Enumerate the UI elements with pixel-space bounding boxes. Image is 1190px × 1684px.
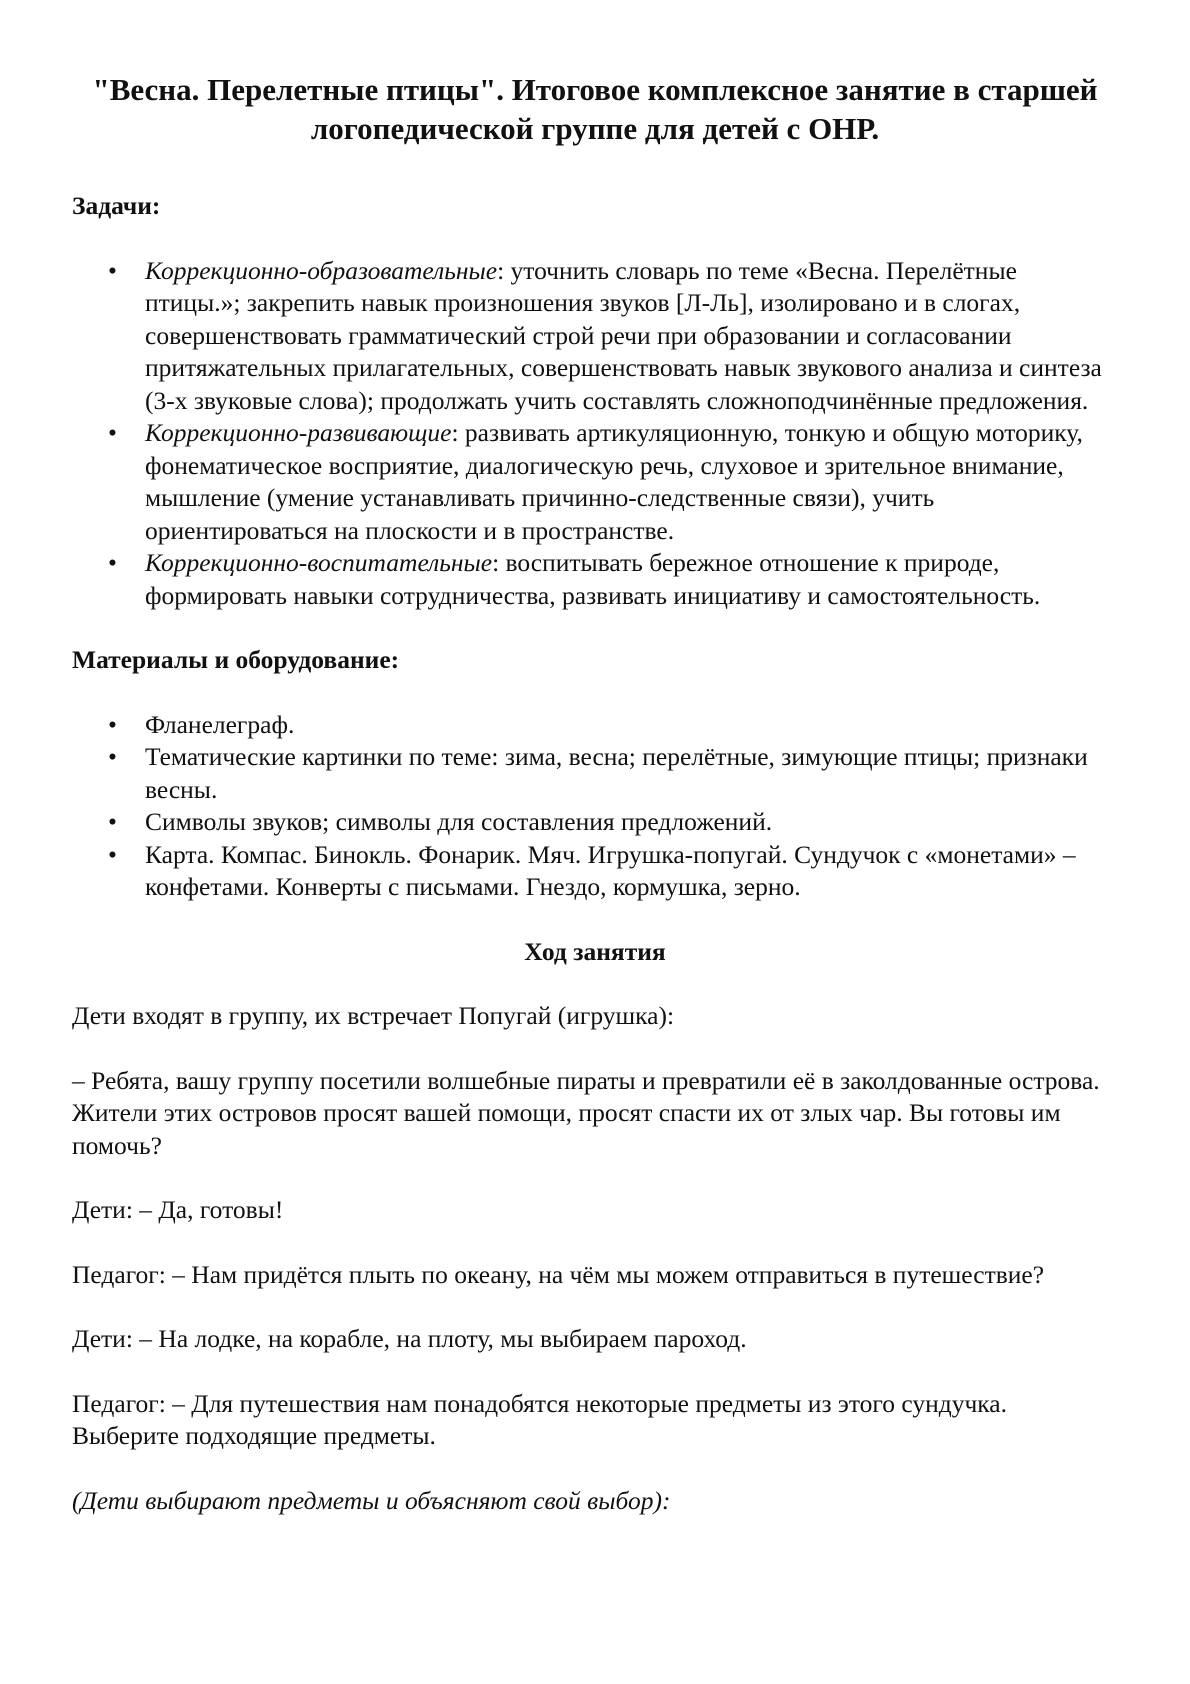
task-item-developmental <box>72 417 1118 547</box>
lesson-paragraph: Педагог: – Нам придётся плыть по океану, на чём мы можем отправиться в путешествие? <box>72 1259 1045 1289</box>
materials-list <box>72 709 1118 904</box>
lesson-paragraph: – Ребята, вашу группу посетили волшебные пираты и превратили её в заколдованные острова. Жители этих островов просят вашей помощи, просят спасти их от злых чар. Вы готовы им помочь? <box>72 1065 1100 1160</box>
material-item: • Фланелеграф. <box>72 709 1118 742</box>
lesson-paragraph: Педагог: – Для путешествия нам понадобятся некоторые предметы из этого сундучка. Выберите подходящие предметы. <box>72 1388 1007 1450</box>
material-item: • Символы звуков; символы для составления предложений. <box>72 806 1118 839</box>
lesson-paragraph: Дети: – Да, готовы! <box>72 1195 284 1224</box>
lesson-heading: Ход занятия <box>524 936 666 966</box>
task-text: : развивать артикуляционную, тонкую и общую моторику, фонематическое восприятие, диалогическую речь, слуховое и зрительное внимание, мышление (умение устанавливать причинно-следственные связи), учить ориентироваться на плоскости и в пространстве. <box>145 418 1083 545</box>
material-item: • Карта. Компас. Бинокль. Фонарик. Мяч. Игрушка-попугай. Сундучок с «монетами» – конфетами. Конверты с письмами. Гнездо, кормушка, зерно. <box>72 839 1118 904</box>
task-label: Коррекционно-развивающие <box>145 418 452 447</box>
task-text: : уточнить словарь по теме «Весна. Перелётные птицы.»; закрепить навык произношения звуков [Л-Ль], изолировано и в слогах, совершенствовать грамматический строй речи при образовании и согласовании притяжательных прилагательных, совершенствовать навык звукового анализа и синтеза (3-х звуковые слова); продолжать учить составлять сложноподчинённые предложения. <box>145 255 1102 415</box>
lesson-paragraph: Дети входят в группу, их встречает Попугай (игрушка): <box>72 1001 675 1030</box>
lesson-paragraph: Дети: – На лодке, на корабле, на плоту, мы выбираем пароход. <box>72 1324 747 1353</box>
task-text: : воспитывать бережное отношение к природе, формировать навыки сотрудничества, развивать инициативу и самостоятельность. <box>145 548 1041 610</box>
tasks-list <box>72 255 1118 613</box>
materials-heading: Материалы и оборудование: <box>72 645 400 674</box>
task-item-upbringing <box>72 547 1118 612</box>
lesson-closing-note: (Дети выбирают предметы и объясняют свой выбор): <box>72 1485 671 1515</box>
tasks-heading: Задачи: <box>72 191 161 220</box>
task-item-educational <box>72 255 1118 418</box>
task-label: Коррекционно-воспитательные <box>145 548 493 577</box>
task-label: Коррекционно-образовательные <box>145 255 498 285</box>
document-title: "Весна. Перелетные птицы". Итоговое комплексное занятие в старшей логопедической группе для детей с ОНР. <box>92 72 1098 146</box>
material-item: • Тематические картинки по теме: зима, весна; перелётные, зимующие птицы; признаки весны. <box>72 741 1118 806</box>
